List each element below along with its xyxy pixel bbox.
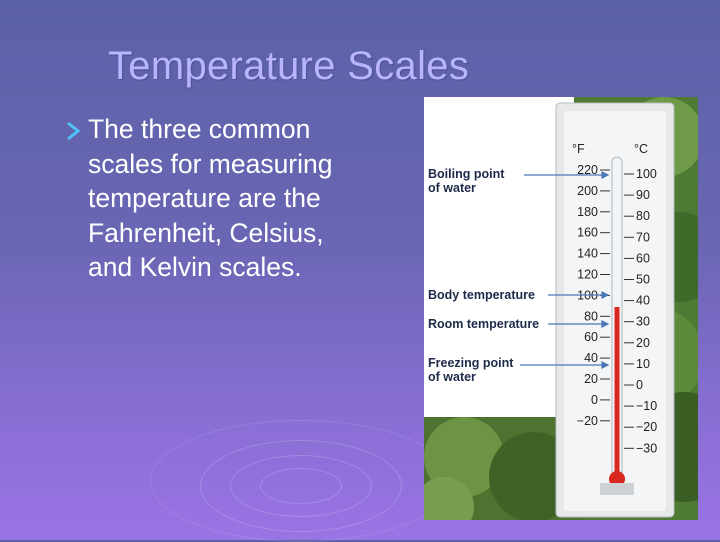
celsius-tick-label: 90 xyxy=(636,188,650,203)
celsius-tick-label: 10 xyxy=(636,356,650,371)
fahrenheit-tick-label: 120 xyxy=(577,267,598,282)
fahrenheit-tick-label: 140 xyxy=(577,246,598,261)
fahrenheit-tick-label: 40 xyxy=(584,351,598,366)
fahrenheit-tick-label: 200 xyxy=(577,183,598,198)
celsius-tick-label: 40 xyxy=(636,293,650,308)
celsius-tick-label: −30 xyxy=(636,441,658,456)
celsius-tick-label: 0 xyxy=(636,378,643,392)
celsius-tick-label: 50 xyxy=(636,272,650,287)
fahrenheit-tick-label: 80 xyxy=(584,309,598,324)
bullet-arrow-icon xyxy=(62,120,84,142)
celsius-tick-label: 60 xyxy=(636,251,650,266)
celsius-tick-label: −10 xyxy=(636,399,658,414)
unit-celsius: °C xyxy=(634,142,649,156)
thermometer-photo xyxy=(424,97,698,520)
label-boiling-point: Boiling point of water xyxy=(428,167,505,195)
label-body-temperature: Body temperature xyxy=(428,288,535,302)
fahrenheit-tick-label: 60 xyxy=(584,330,598,345)
background-swirl xyxy=(150,420,452,542)
celsius-tick-label: 70 xyxy=(636,230,650,245)
celsius-tick-label: 80 xyxy=(636,209,650,224)
slide-title: Temperature Scales xyxy=(108,44,470,88)
celsius-tick-label: 30 xyxy=(636,314,650,329)
celsius-tick-label: 20 xyxy=(636,335,650,350)
fahrenheit-tick-label: 0 xyxy=(591,392,598,407)
label-freezing-point: Freezing point of water xyxy=(428,356,514,384)
label-room-temperature: Room temperature xyxy=(428,317,540,331)
unit-fahrenheit: °F xyxy=(572,142,585,156)
fahrenheit-tick-label: 160 xyxy=(577,225,598,240)
bullet-text: The three common scales for measuring temperature are the Fahrenheit, Celsius, and Kelvin scales. xyxy=(88,114,333,282)
fahrenheit-tick-label: 100 xyxy=(577,288,598,303)
celsius-tick-label: −20 xyxy=(636,420,658,435)
fahrenheit-tick-label: 20 xyxy=(584,372,598,386)
celsius-tick-label: 100 xyxy=(636,167,657,181)
fahrenheit-tick-label: −20 xyxy=(576,413,598,428)
fahrenheit-tick-label: 180 xyxy=(577,204,598,219)
fahrenheit-tick-label: 220 xyxy=(577,163,598,177)
